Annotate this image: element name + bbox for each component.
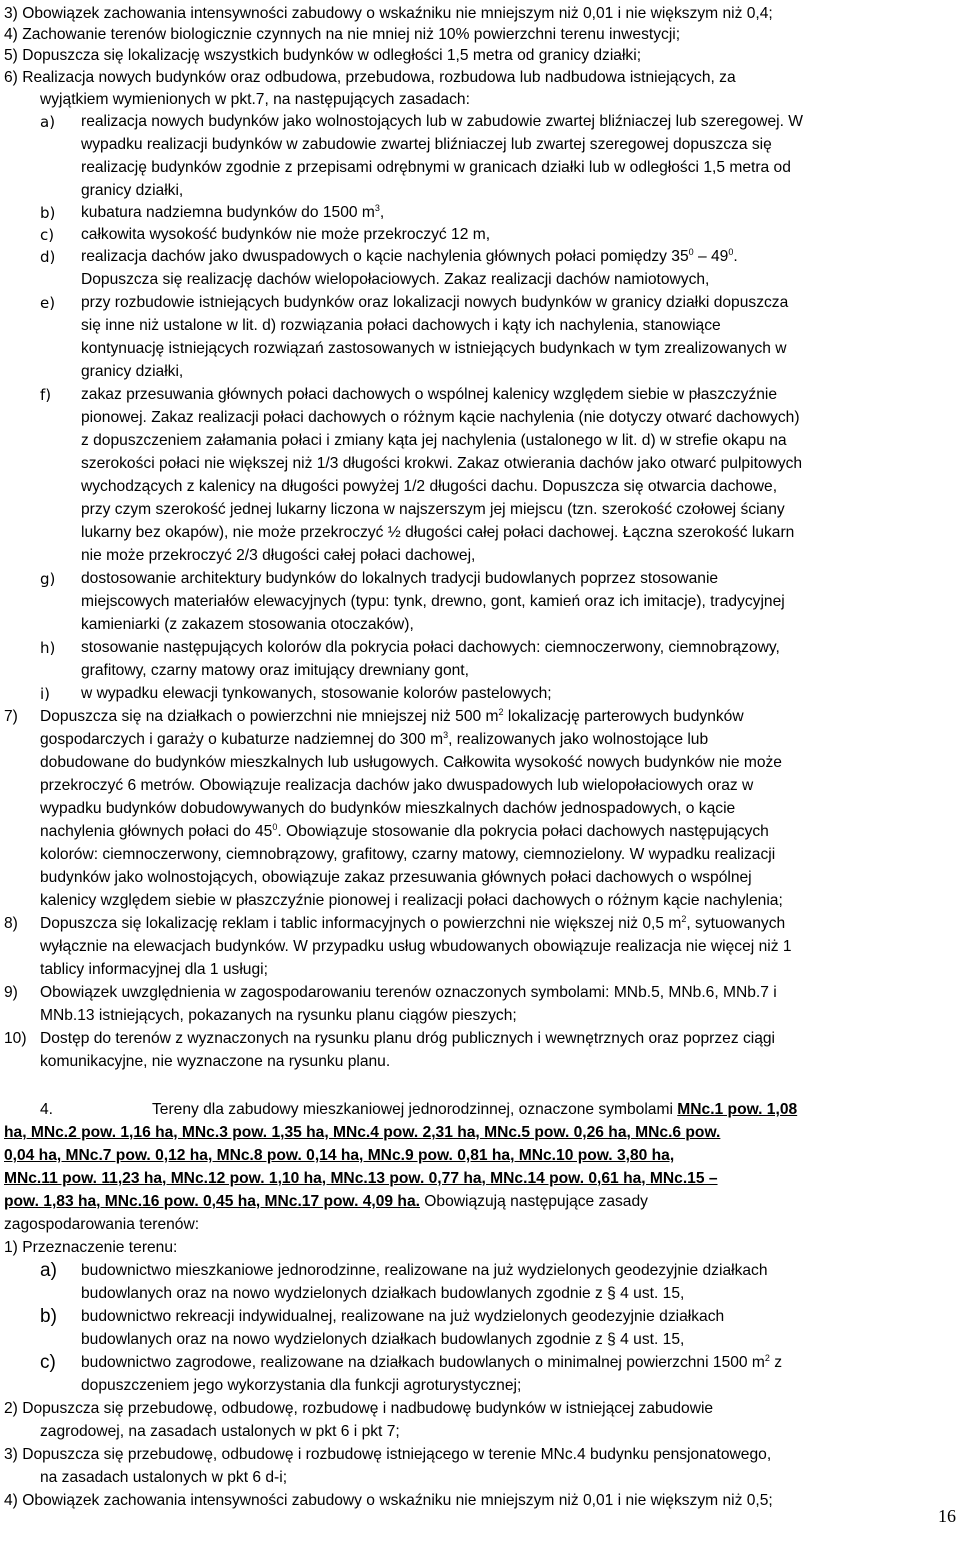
sec4-sub-b-label: b) xyxy=(40,1306,57,1327)
sub-e-label: e) xyxy=(40,294,56,312)
sub-h-label: h) xyxy=(40,639,56,657)
sub-b-label: b) xyxy=(40,204,56,222)
sub-d-label: d) xyxy=(40,248,56,266)
sub-a-label: a) xyxy=(40,113,56,131)
page-number: 16 xyxy=(938,1506,956,1526)
sub-c-label: c) xyxy=(40,226,55,244)
sub-i-label: i) xyxy=(40,685,51,703)
sec4-sub-a-label: a) xyxy=(40,1260,57,1281)
sec4-sub-c-label: c) xyxy=(40,1352,56,1373)
document-page: 3) Obowiązek zachowania intensywności zabudowy o wskaźniku nie mniejszym niż 0,01 i nie większym niż 0,4; 4) Zachowanie terenów biologicznie czynnych na nie mniej niż 10% powierzchni terenu inwestycji; 5) Dopuszcza się lokalizację wszystkich budynków w odległości 1,5 metra od granicy działki; 6) Realizacja nowych budynków oraz odbudowa, przebudowa, rozbudowa lub nadbudowa istniejących, za wyjątkiem wymienionych w pkt.7, na następujących zasadach: a) realizacja nowych budynków jako wolnostojących lub w zabudowie zwartej bliźniaczej lub szeregowej. W wypadku realizacji budynków w zabudowie zwartej bliźniaczej lub zwartej szeregowej dopuszcza się realizację budynków zgodnie z przepisami odrębnymi w granicach działki lub w odległości 1,5 metra od granicy działki, b) kubatura nadziemna budynków do 1500 $m^3$, c) całkowita wysokość budynków nie może przekroczyć 12 m, d) realizacja dachów jako dwuspadowych o kącie nachylenia głównych połaci pomiędzy $35^0 - 49^0$. Dopuszcza się realizację dachów wielopołaciowych. Zakaz realizacji dachów namiotowych, e) przy rozbudowie istniejących budynków oraz lokalizacji nowych budynków w granicy działki dopuszcza się inne niż ustalone w lit. d) rozwiązania połaci dachowych i kąty ich nachylenia, stanowiące kontynuację istniejących rozwiązań zastosowanych w istniejących budynkach w tym zrealizowanych w granicy działki, f) zakaz przesuwania głównych połaci dachowych o wspólnej kalenicy względem siebie w płaszczyźnie pionowej. Zakaz realizacji połaci dachowych o różnym kącie nachylenia (nie dotyczy otwarć dachowych) z dopuszczeniem załamania połaci i zmiany kąta jej nachylenia (ustalonego w lit. d) w strefie okapu na szerokości połaci nie większej niż 1/3 długości krokwi. Zakaz otwierania dachów jako otwarć pulpitowych wychodzących z kalenicy na długości powyżej 1/2 długości dachu. Dopuszcza się otwarcia dachowe, przy czym szerokość jednej lukarny liczona w najszerszym jej miejscu (tzn. szerokość czołowej ściany lukarny bez okapów), nie może przekroczyć ½ długości całej połaci dachowej. Łączna szerokość lukarn nie może przekroczyć 2/3 długości całej połaci dachowej, g) dostosowanie architektury budynków do lokalnych tradycji budowlanych poprzez stosowanie miejscowych materiałów elewacyjnych (typu: tynk, drewno, gont, kamień oraz ich imitacje), tradycyjnej kamieniarki (z zakazem stosowania otoczaków), h) stosowanie następujących kolorów dla pokrycia połaci dachowych: ciemnoczerwony, ciemnobrązowy, grafitowy, czarny matowy oraz imitujący drewniany gont, i) w wypadku elewacji tynkowanych, stosowanie kolorów pastelowych; 7) Dopuszcza się na działkach o powierzchni nie mniejszej niż 500 $m^2$ lokalizację parterowych budynków gospodarczych i garaży o kubaturze nadziemnej do 300 $m^3$, realizowanych jako wolnostojące lub dobudowane do budynków mieszkalnych lub usługowych. Całkowita wysokość nowych budynków nie może przekroczyć 6 metrów. Obowiązuje realizacja dachów jako dwuspadowych lub wielopołaciowych oraz w wypadku budynków dobudowywanych do budynków mieszkalnych dachów jednospadowych, o kącie nachylenia głównych połaci do $45^0$. Obowiązuje stosowanie dla pokrycia połaci dachowych następujących kolorów: ciemnoczerwony, ciemnobrązowy, grafitowy, czarny matowy, ciemnozielony. W wypadku realizacji budynków jako wolnostojących, obowiązuje zakaz przesuwania głównych połaci dachowych o wspólnej kalenicy względem siebie w płaszczyźnie pionowej i realizacji połaci dachowych o różnym kącie nachylenia; 8) Dopuszcza się lokalizację reklam i tablic informacyjnych o powierzchni nie większej niż 0,5 $m^2$, sytuowanych wyłącznie na elewacjach budynków. W przypadku usług wbudowanych obowiązuje realizacja nie więcej niż 1 tablicy informacyjnej dla 1 usługi; 9) Obowiązek uwzględnienia w zagospodarowaniu terenów oznaczonych symbolami: MNb.5, MNb.6, MNb.7 i MNb.13 istniejących, pokazanych na rysunku planu ciągów pieszych; 10) Dostęp do terenów z wyznaczonych na rysunku planu dróg publicznych i wewnętrznych oraz poprzez ciągi komunikacyjne, nie wyznaczone na rysunku planu. 4. Tereny dla zabudowy mieszkaniowej jednorodzinnej, oznaczone symbolami MNc.1 pow. 1,08 ha, MNc.2 pow. 1,16 ha, MNc.3 pow. 1,35 ha, MNc.4 pow. 2,31 ha, MNc.5 pow. 0,26 ha, MNc.6 pow. 0,04 ha, MNc.7 pow. 0,12 ha, MNc.8 pow. 0,14 ha, MNc.9 pow. 0,81 ha, MNc.10 pow. 3,80 ha, MNc.11 pow. 11,23 ha, MNc.12 pow. 1,10 ha, MNc.13 pow. 0,77 ha, MNc.14 pow. 0,61 ha, MNc.15 – pow. 1,83 ha, MNc.16 pow. 0,45 ha, MNc.17 pow. 4,09 ha. Obowiązują następujące zasady zagospodarowania terenów: 1) Przeznaczenie terenu: a) budownictwo mieszkaniowe jednorodzinne, realizowane na już wydzielonych geodezyjnie działkach budowlanych oraz na nowo wydzielonych działkach budowlanych zgodnie z § 4 ust. 15, b) budownictwo rekreacji indywidualnej, realizowane na już wydzielonych geodezyjnie działkach budowlanych oraz na nowo wydzielonych działkach budowlanych zgodnie z § 4 ust. 15, c) budownictwo zagrodowe, realizowane na działkach budowlanych o minimalnej powierzchni 1500 $m^2$ z dopuszczeniem jego wykorzystania dla funkcji agroturystycznej; 2) Dopuszcza się przebudowę, odbudowę, rozbudowę i nadbudowę budynków w istniejącej zabudowie zagrodowej, na zasadach ustalonych w pkt 6 i pkt 7; 3) Dopuszcza się przebudowę, odbudowę i rozbudowę istniejącego w terenie MNc.4 budynku pensjonatowego, na zasadach ustalonych w pkt 6 d-i; 4) Obowiązek zachowania intensywności zabudowy o wskaźniku nie mniejszym niż 0,01 i nie większym niż 0,5; 16 xyxy=(4,5,956,1526)
sub-g-label: g) xyxy=(40,570,56,588)
sub-f-label: f) xyxy=(40,386,52,404)
